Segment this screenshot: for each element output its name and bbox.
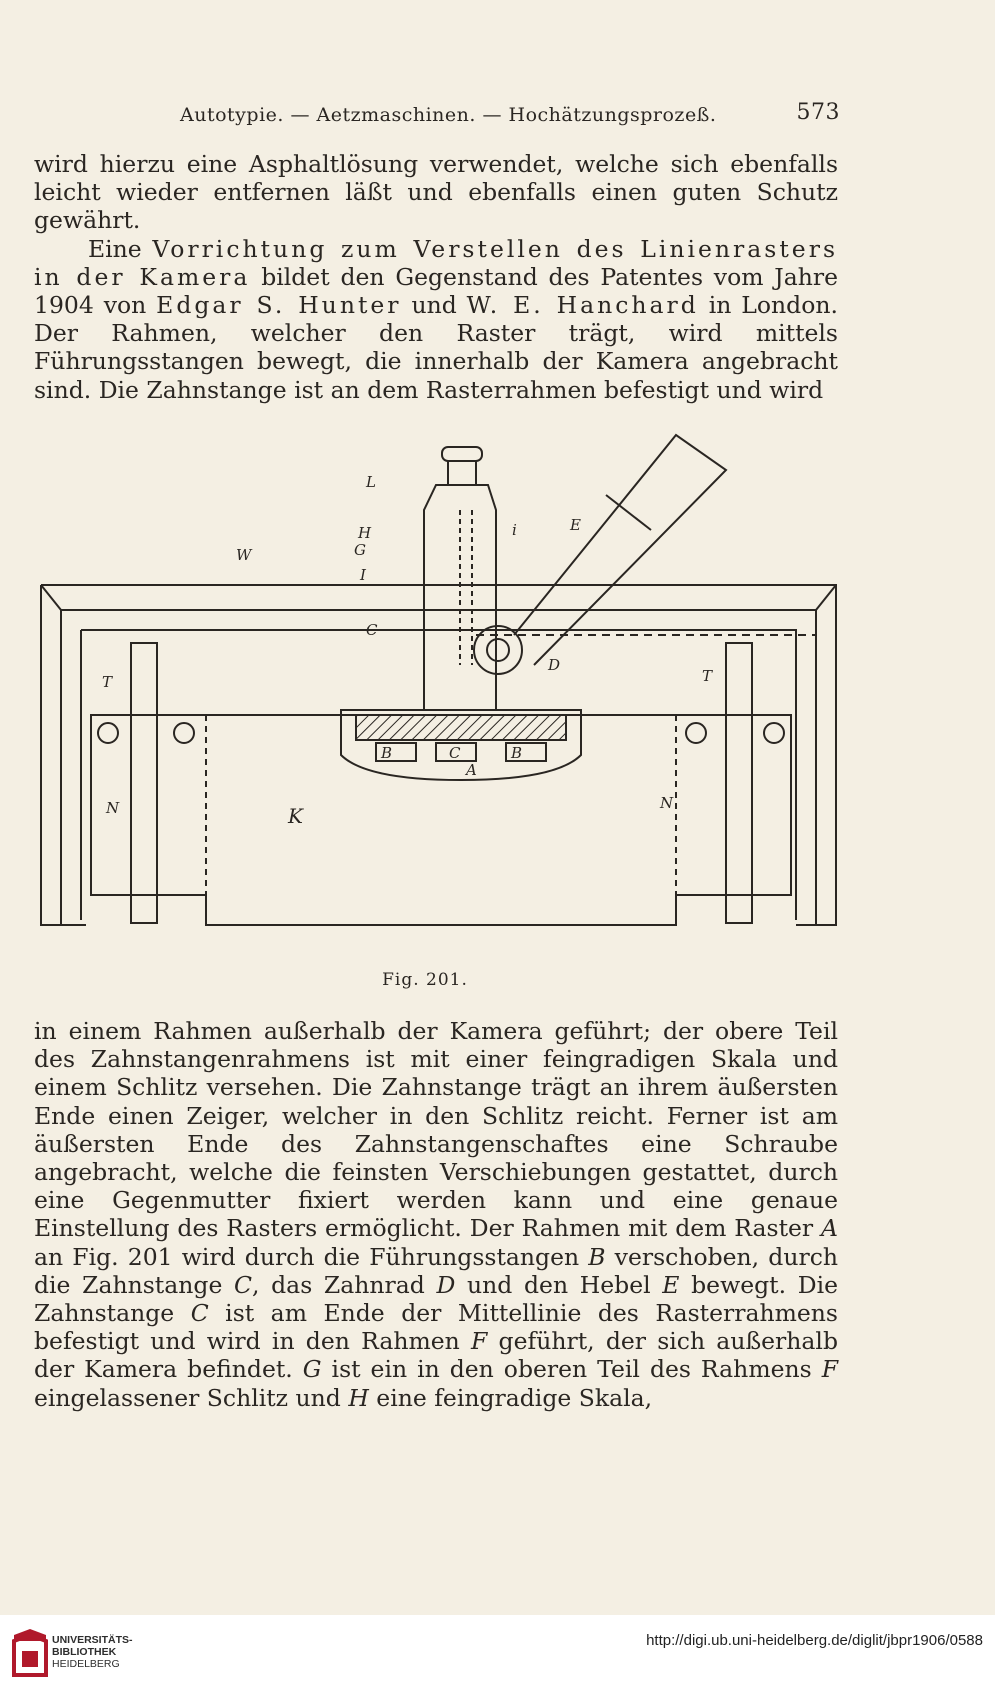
- frame-inner-top: [61, 610, 816, 925]
- label-h: H: [358, 524, 372, 542]
- ref-c: C: [190, 1299, 209, 1328]
- ref-f: F: [821, 1355, 838, 1384]
- label-i-cap: I: [360, 566, 366, 584]
- figure-201-drawing: [36, 425, 846, 960]
- spaced-title: Vorrichtung zum Verstellen des Linienrasters in der Kamera: [34, 234, 839, 291]
- running-head: [170, 100, 850, 134]
- text-run: in London. Der Rahmen, welcher den Raster trägt, wird mittels Führungsstangen bewegt, die innerhalb der Kamera angebracht sind. Die Zahnstange ist an dem Rasterrahmen befestigt und wird: [34, 291, 838, 404]
- knob-stem: [448, 461, 476, 485]
- inventor-name: Edgar S. Hunter: [156, 291, 402, 320]
- label-l: L: [366, 473, 376, 491]
- library-name-line: UNIVERSITÄTS-: [52, 1634, 133, 1646]
- text-run: und den Hebel: [455, 1270, 663, 1299]
- text-run: verschoben, durch die Zahnstange: [34, 1242, 838, 1299]
- ref-f: F: [471, 1327, 488, 1356]
- text-run: ist ein in den oberen Teil des Rahmens: [321, 1355, 822, 1384]
- ref-e: E: [662, 1270, 680, 1299]
- guide-rod-left: [131, 643, 157, 923]
- library-name: [52, 1634, 133, 1670]
- ref-c: C: [234, 1270, 252, 1299]
- text-run: bildet den Gegenstand des Patentes vom Jahre 1904 von: [34, 262, 838, 320]
- ref-a: A: [821, 1214, 838, 1243]
- footer-bar: [0, 1615, 995, 1690]
- raster-hatched: [356, 715, 566, 740]
- text-run: an Fig. 201 wird durch die Führungsstangen: [34, 1242, 589, 1271]
- label-g: G: [354, 541, 366, 559]
- figure-caption: Fig. 201.: [382, 970, 468, 990]
- page-number: 573: [796, 100, 840, 125]
- text-run: bewegt. Die Zahnstange: [34, 1270, 838, 1328]
- label-w: W: [236, 546, 252, 564]
- label-t-right: T: [702, 667, 713, 685]
- paragraph-patent: [34, 235, 838, 404]
- frame-inner-2: [81, 630, 796, 920]
- ref-h: H: [348, 1383, 369, 1412]
- running-head-title: Autotypie. — Aetzmaschinen. — Hochätzungsprozeß.: [180, 104, 717, 126]
- carriage-body: [91, 715, 791, 925]
- text-run: Eine: [88, 234, 153, 263]
- label-c: C: [366, 621, 378, 639]
- text-run: , das Zahnrad: [252, 1270, 437, 1299]
- frame-outer-left: [41, 585, 86, 925]
- label-n-right: N: [660, 794, 674, 812]
- label-c2: C: [449, 744, 461, 762]
- text-run: und: [401, 291, 467, 320]
- library-name-line: BIBLIOTHEK: [52, 1646, 117, 1658]
- label-i: i: [512, 521, 517, 539]
- ref-d: D: [436, 1270, 456, 1299]
- label-n-left: N: [106, 799, 120, 817]
- paragraph-continuation: wird hierzu eine Asphaltlösung verwendet, welche sich ebenfalls leicht wieder entfernen läßt und ebenfalls einen guten Schutz gewährt.: [34, 150, 838, 235]
- guide-rod-right: [726, 643, 752, 923]
- library-name-line: HEIDELBERG: [52, 1658, 120, 1670]
- ref-g: G: [302, 1355, 322, 1384]
- label-d: D: [548, 656, 561, 674]
- text-run: in einem Rahmen außerhalb der Kamera geführt; der obere Teil des Zahnstangenrahmens ist mit einer feingradigen Skala und einem Schlitz versehen. Die Zahnstange trägt an ihrem äußersten Ende einen Zeiger, welcher in den Schlitz reicht. Ferner ist am äußersten Ende des Zahnstangenschaftes eine Schraube angebracht, welche die feinsten Verschiebungen gestattet, durch eine Gegenmutter fixiert werden kann und eine genaue Einstellung des Rasters ermöglicht. Der Rahmen mit dem Raster: [34, 1017, 838, 1243]
- screw-right-1: [686, 723, 706, 743]
- label-b-left: B: [381, 744, 393, 762]
- screw-right-2: [764, 723, 784, 743]
- bottom-text-block: [34, 1017, 838, 1412]
- gear-d-hub: [487, 639, 509, 661]
- permalink-url[interactable]: http://digi.ub.uni-heidelberg.de/diglit/jbpr1906/0588: [646, 1632, 983, 1649]
- text-run: eine feingradige Skala,: [368, 1383, 653, 1412]
- screw-left-1: [98, 723, 118, 743]
- top-text-block: [34, 150, 838, 404]
- label-e: E: [570, 516, 581, 534]
- inventor-name: W. E. Hanchard: [466, 291, 699, 320]
- ref-b: B: [588, 1242, 606, 1271]
- label-t-left: T: [102, 673, 113, 691]
- label-k: K: [288, 804, 303, 828]
- text-run: geführt, der sich außerhalb der Kamera befindet.: [34, 1327, 838, 1384]
- label-a: A: [466, 761, 477, 779]
- label-b-right: B: [511, 744, 523, 762]
- screw-left-2: [174, 723, 194, 743]
- rack-housing: [424, 485, 496, 710]
- adjust-knob: [442, 447, 482, 461]
- text-run: eingelassener Schlitz und: [34, 1383, 349, 1412]
- paragraph-description: [34, 1017, 838, 1412]
- text-run: ist am Ende der Mittellinie des Rasterrahmens befestigt und wird in den Rahmen: [34, 1299, 838, 1356]
